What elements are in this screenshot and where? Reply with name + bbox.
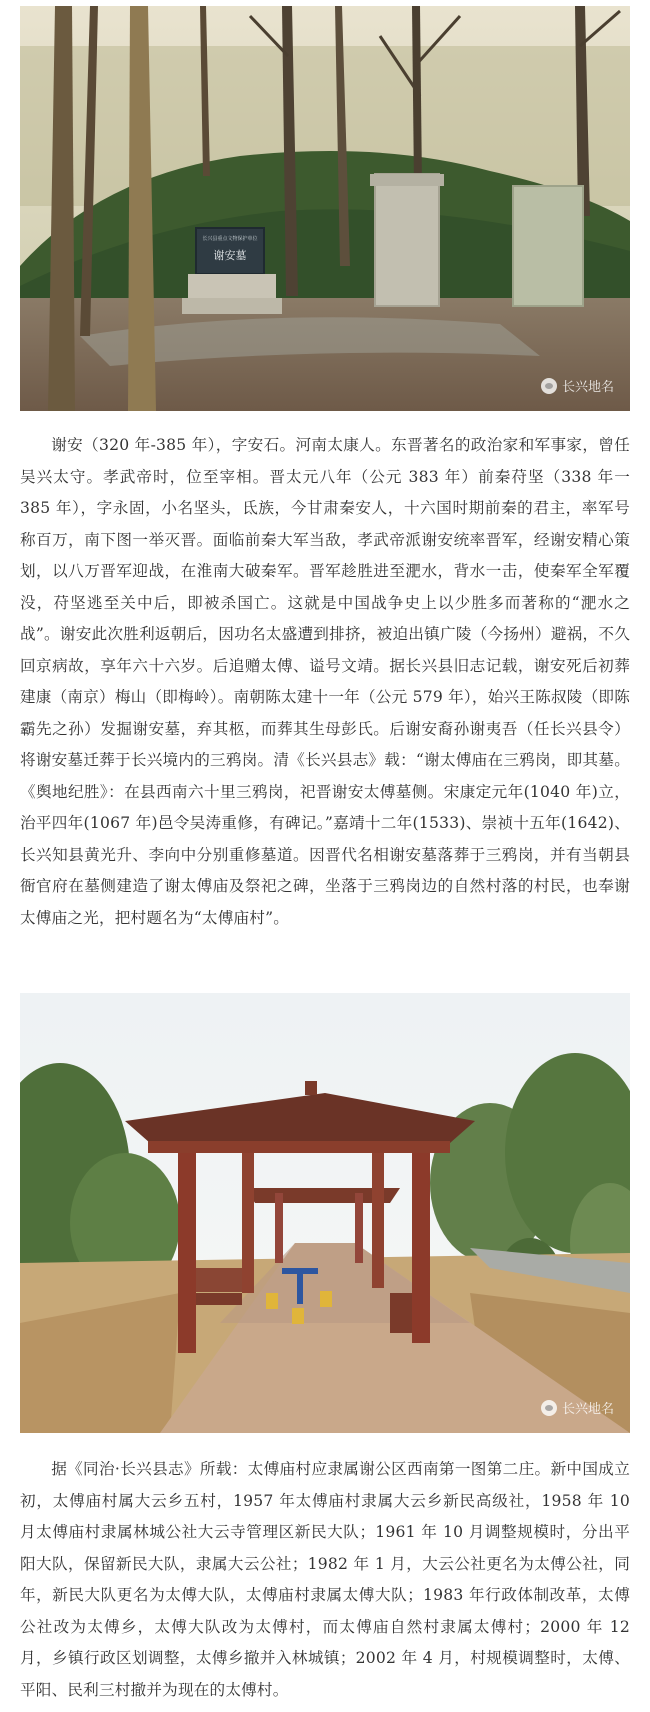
corridor-photo	[20, 993, 630, 1433]
tablet-subtitle: 长兴县重点文物保护单位	[202, 236, 258, 242]
watermark-text: 长兴地名	[561, 380, 614, 395]
watermark-logo-icon	[541, 378, 557, 394]
watermark-logo-icon	[541, 1400, 557, 1416]
watermark-text: 长兴地名	[561, 1402, 614, 1417]
watermark	[541, 376, 614, 395]
article-paragraph-2	[20, 1454, 630, 1706]
paragraph-text: 据《同治·长兴县志》所载：太傅庙村应隶属谢公区西南第一图第二庄。新中国成立初，太傅庙村属大云乡五村，1957 年太傅庙村隶属大云乡新民高级社，1958 年 10 月太傅庙村隶属林城公社大云寺管理区新民大队；1961 年 10 月调整规模时，分出平阳大队，保留新民大队，隶属大云公社；1982 年 1 月，大云公社更名为太傅公社，同年，新民大队更名为太傅大队，太傅庙村隶属太傅大队；1983 年行政体制改革，太傅公社改为太傅乡，太傅大队改为太傅村，而太傅庙自然村隶属太傅村；2000 年 12 月，乡镇行政区划调整，太傅乡撤并入林城镇；2002 年 4 月，村规模调整时，太傅、平阳、民利三村撤并为现在的太傅村。	[20, 1460, 630, 1699]
watermark	[541, 1398, 614, 1417]
tomb-photo-illustration	[20, 6, 630, 411]
tablet-title: 谢安墓	[213, 249, 247, 262]
tomb-photo	[20, 6, 630, 411]
article-paragraph-1	[20, 430, 630, 934]
paragraph-text: 谢安（320 年-385 年），字安石。河南太康人。东晋著名的政治家和军事家，曾任吴兴太守。孝武帝时，位至宰相。晋太元八年（公元 383 年）前秦苻坚（338 年一385 年），字永固，小名坚头，氐族，今甘肃秦安人，十六国时期前秦的君主，率军号称百万，南下图一举灭晋。面临前秦大军当敌，孝武帝派谢安统率晋军，经谢安精心策划，以八万晋军迎战，在淮南大破秦军。晋军趁胜进至淝水，背水一击，使秦军全军覆没，苻坚逃至关中后，即被杀国亡。这就是中国战争史上以少胜多而著称的“淝水之战”。谢安此次胜利返朝后，因功名太盛遭到排挤，被迫出镇广陵（今扬州）避祸，不久回京病故，享年六十六岁。后追赠太傅、谥号文靖。据长兴县旧志记载，谢安死后初葬建康（南京）梅山（即梅岭）。南朝陈太建十一年（公元 579 年），始兴王陈叔陵（即陈霸先之孙）发掘谢安墓，弃其柩，而葬其生母彭氏。后谢安裔孙谢夷吾（任长兴县令）将谢安墓迁葬于长兴境内的三鸦岗。清《长兴县志》载：“谢太傅庙在三鸦岗，即其墓。《舆地纪胜》：在县西南六十里三鸦岗，祀晋谢安太傅墓侧。宋康定元年(1040 年)立，治平四年(1067 年)邑令吴涛重修，有碑记。”嘉靖十二年(1533)、崇祯十五年(1642)、长兴知县黄光升、李向中分别重修墓道。因晋代名相谢安墓落葬于三鸦岗，并有当朝县衙官府在墓侧建造了谢太傅庙及祭祀之碑，坐落于三鸦岗边的自然村落的村民，也奉谢太傅庙之光，把村题名为“太傅庙村”。	[20, 436, 630, 927]
corridor-photo-illustration	[20, 993, 630, 1433]
